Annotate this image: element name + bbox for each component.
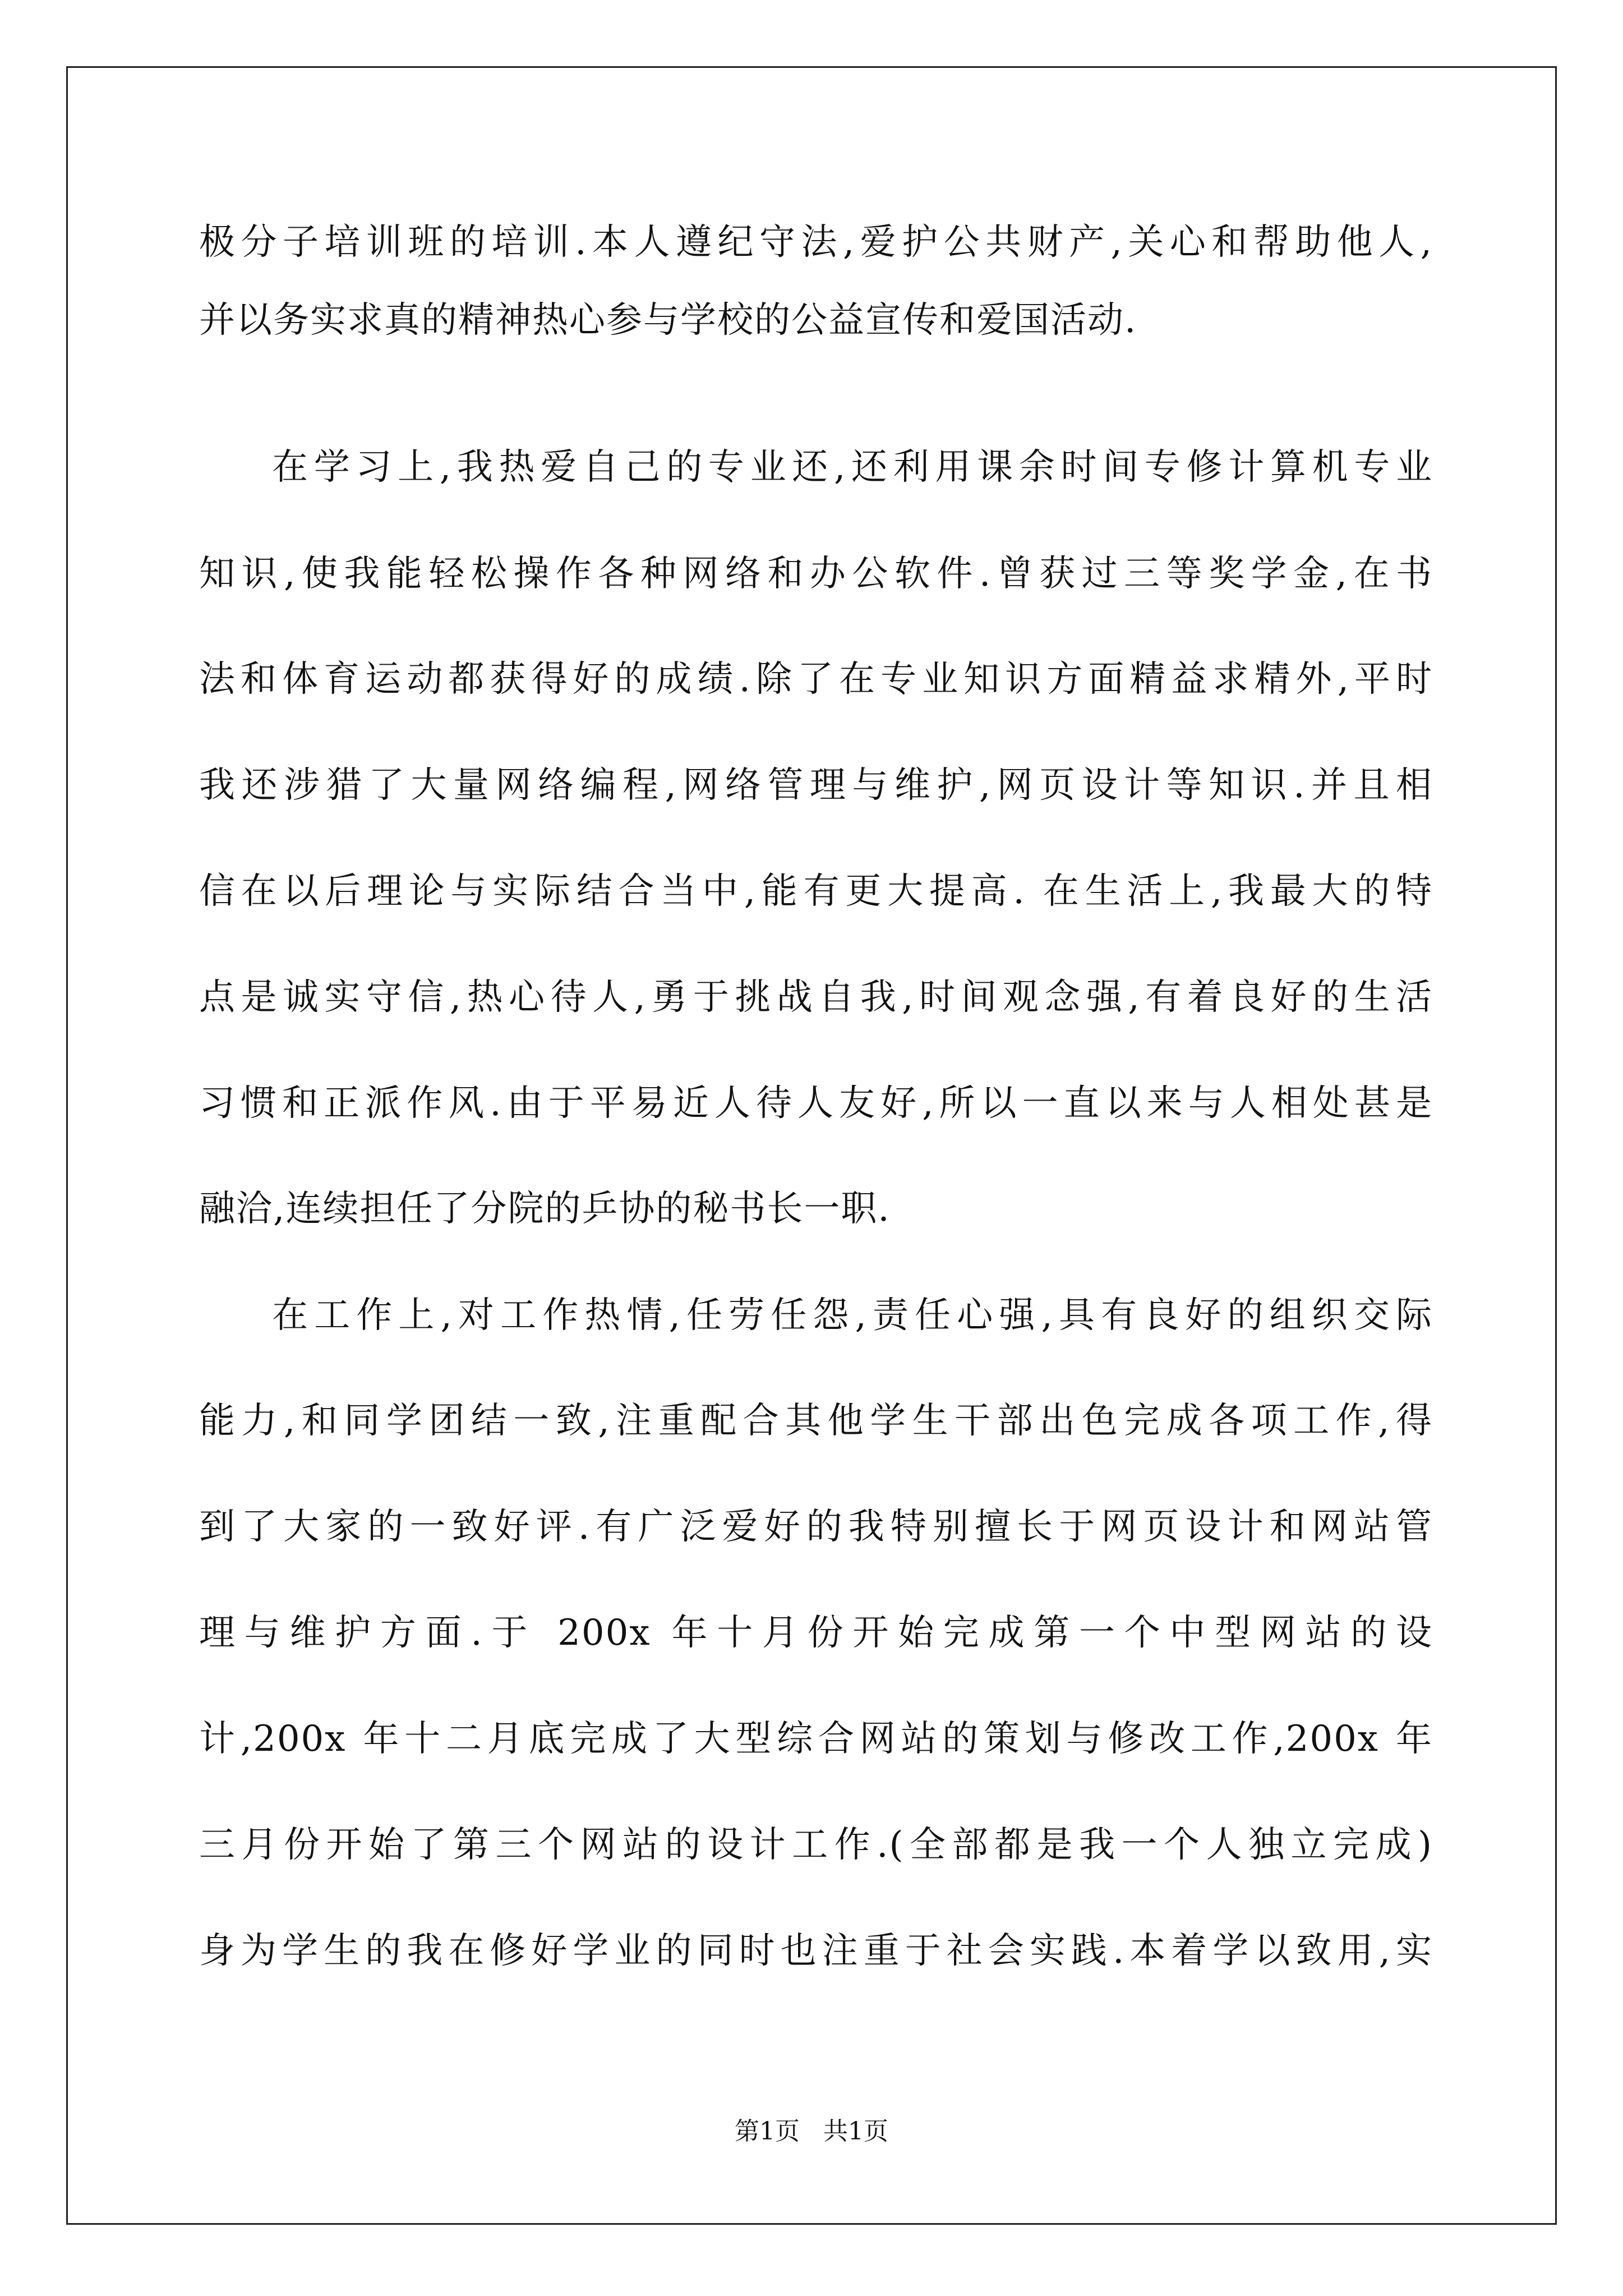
text-line-7: 信在以后理论与实际结合当中,能有更大提高. 在生活上,我最大的特 bbox=[199, 871, 1433, 912]
text-line-4: 知识,使我能轻松操作各种网络和办公软件.曾获过三等奖学金,在书 bbox=[199, 553, 1433, 595]
page-border bbox=[66, 66, 1557, 2225]
text-line-9: 习惯和正派作风.由于平易近人待人友好,所以一直以来与人相处甚是 bbox=[199, 1083, 1433, 1124]
text-line-10: 融洽,连续担任了分院的乒协的秘书长一职. bbox=[199, 1188, 891, 1230]
text-line-3: 在学习上,我热爱自己的专业还,还利用课余时间专修计算机专业 bbox=[272, 447, 1433, 488]
text-line-12: 能力,和同学团结一致,注重配合其他学生干部出色完成各项工作,得 bbox=[199, 1400, 1433, 1442]
text-line-16: 三月份开始了第三个网站的设计工作.(全部都是我一个人独立完成) bbox=[199, 1824, 1433, 1866]
text-line-6: 我还涉猎了大量网络编程,网络管理与维护,网页设计等知识.并且相 bbox=[199, 765, 1433, 806]
text-line-8: 点是诚实守信,热心待人,勇于挑战自我,时间观念强,有着良好的生活 bbox=[199, 977, 1433, 1018]
text-line-15: 计,200x 年十二月底完成了大型综合网站的策划与修改工作,200x 年 bbox=[199, 1718, 1433, 1760]
text-line-11: 在工作上,对工作热情,任劳任怨,责任心强,具有良好的组织交际 bbox=[272, 1295, 1433, 1336]
text-line-13: 到了大家的一致好评.有广泛爱好的我特别擅长于网页设计和网站管 bbox=[199, 1506, 1433, 1548]
text-line-14: 理与维护方面.于 200x 年十月份开始完成第一个中型网站的设 bbox=[199, 1612, 1433, 1654]
text-line-5: 法和体育运动都获得好的成绩.除了在专业知识方面精益求精外,平时 bbox=[199, 659, 1433, 700]
text-line-2: 并以务实求真的精神热心参与学校的公益宣传和爱国活动. bbox=[199, 300, 1137, 341]
page-footer: 第1页 共1页 bbox=[735, 2117, 888, 2146]
text-line-17: 身为学生的我在修好学业的同时也注重于社会实践.本着学以致用,实 bbox=[199, 1930, 1433, 1972]
text-line-1: 极分子培训班的培训.本人遵纪守法,爱护公共财产,关心和帮助他人, bbox=[199, 222, 1433, 263]
